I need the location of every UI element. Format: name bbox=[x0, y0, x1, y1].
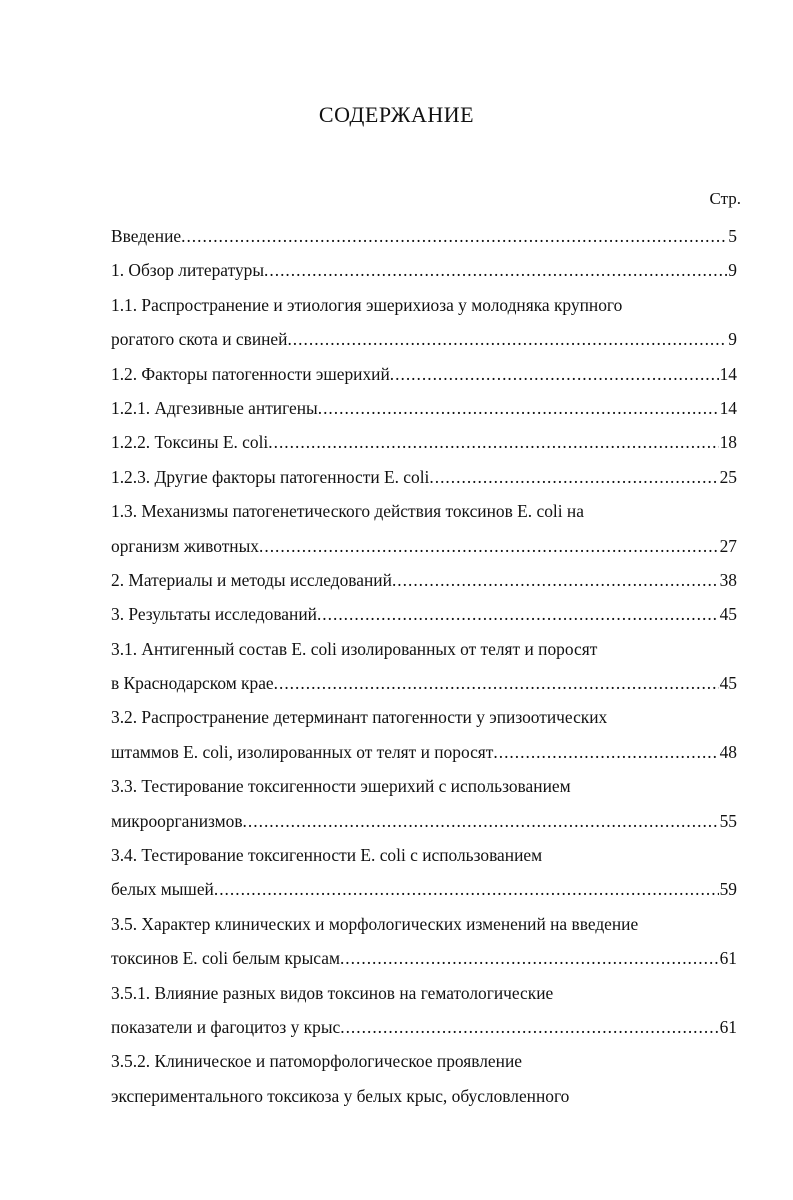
toc-entry bbox=[111, 425, 737, 459]
leader-dots bbox=[340, 1010, 718, 1044]
toc-entry bbox=[111, 804, 737, 838]
leader-dots bbox=[259, 529, 719, 563]
toc-entry-text: рогатого скота и свиней bbox=[111, 329, 288, 350]
leader-dots bbox=[287, 322, 727, 356]
table-of-contents bbox=[111, 219, 737, 1113]
toc-entry-continued: экспериментального токсикоза у белых крыс, обусловленного bbox=[111, 1085, 570, 1106]
toc-entry-page: 14 bbox=[719, 397, 737, 418]
toc-entry bbox=[111, 941, 737, 975]
toc-entry bbox=[111, 563, 737, 597]
toc-entry-text: токсинов E. coli белым крысам bbox=[111, 948, 340, 969]
toc-entry bbox=[111, 460, 737, 494]
page-column-header: Стр. bbox=[709, 189, 741, 208]
toc-entry-continued: 3.4. Тестирование токсигенности E. coli с использованием bbox=[111, 845, 543, 866]
toc-entry-text: 1.2. Факторы патогенности эшерихий bbox=[111, 363, 390, 384]
toc-entry bbox=[111, 1010, 737, 1044]
leader-dots bbox=[243, 804, 719, 838]
toc-entry-text: 2. Материалы и методы исследований bbox=[111, 569, 392, 590]
toc-entry bbox=[111, 253, 737, 287]
toc-entry-text: показатели и фагоцитоз у крыс bbox=[111, 1016, 341, 1037]
leader-dots bbox=[340, 941, 719, 975]
page-title: СОДЕРЖАНИЕ bbox=[318, 102, 475, 127]
toc-entry-page: 14 bbox=[719, 363, 737, 384]
toc-entry-text: 3. Результаты исследований bbox=[111, 604, 317, 625]
toc-entry-page: 38 bbox=[719, 569, 737, 590]
toc-entry-continued: 1.3. Механизмы патогенетического действия токсинов E. coli на bbox=[111, 501, 584, 522]
toc-entry bbox=[111, 322, 737, 356]
leader-dots bbox=[274, 666, 719, 700]
toc-entry-page: 25 bbox=[719, 466, 737, 487]
toc-entry-continued: 3.5. Характер клинических и морфологических изменений на введение bbox=[111, 913, 639, 934]
toc-entry-text: штаммов E. coli, изолированных от телят и поросят bbox=[111, 741, 494, 762]
toc-entry-text: 1.2.2. Токсины E. coli bbox=[111, 432, 269, 453]
toc-entry-text: микроорганизмов bbox=[111, 810, 243, 831]
leader-dots bbox=[181, 219, 727, 253]
toc-entry-page: 45 bbox=[719, 604, 737, 625]
leader-dots bbox=[318, 391, 719, 425]
toc-entry-page: 61 bbox=[719, 948, 737, 969]
toc-entry-page: 27 bbox=[719, 535, 737, 556]
leader-dots bbox=[429, 460, 718, 494]
toc-entry bbox=[111, 357, 737, 391]
leader-dots bbox=[390, 357, 719, 391]
toc-entry bbox=[111, 529, 737, 563]
toc-entry-continued: 3.3. Тестирование токсигенности эшерихий с использованием bbox=[111, 776, 571, 797]
toc-entry bbox=[111, 666, 737, 700]
toc-entry-text: 1.2.1. Адгезивные антигены bbox=[111, 397, 318, 418]
leader-dots bbox=[493, 735, 718, 769]
toc-entry-text: 1. Обзор литературы bbox=[111, 260, 265, 281]
leader-dots bbox=[268, 425, 718, 459]
toc-entry-continued: 3.5.1. Влияние разных видов токсинов на гематологические bbox=[111, 982, 554, 1003]
toc-entry-page: 59 bbox=[719, 879, 737, 900]
toc-entry-continued: 1.1. Распространение и этиология эшерихиоза у молодняка крупного bbox=[111, 294, 623, 315]
toc-entry-page: 9 bbox=[728, 260, 737, 281]
toc-entry bbox=[111, 219, 737, 253]
toc-entry-continued: 3.1. Антигенный состав E. coli изолированных от телят и поросят bbox=[111, 638, 598, 659]
toc-entry-page: 5 bbox=[728, 226, 737, 246]
toc-entry-page: 61 bbox=[719, 1016, 737, 1037]
leader-dots bbox=[264, 253, 727, 287]
toc-entry-continued: 3.5.2. Клиническое и патоморфологическое проявление bbox=[111, 1051, 522, 1072]
toc-entry-page: 55 bbox=[719, 810, 737, 831]
leader-dots bbox=[214, 872, 719, 906]
toc-entry-page: 18 bbox=[719, 432, 737, 453]
toc-entry bbox=[111, 597, 737, 631]
toc-entry-text: 1.2.3. Другие факторы патогенности E. coli bbox=[111, 466, 430, 487]
toc-entry-page: 48 bbox=[719, 741, 737, 762]
toc-entry-text: организм животных bbox=[111, 535, 259, 556]
leader-dots bbox=[317, 597, 719, 631]
toc-entry-text: в Краснодарском крае bbox=[111, 673, 274, 694]
toc-entry-text: белых мышей bbox=[111, 879, 214, 900]
toc-entry bbox=[111, 735, 737, 769]
toc-entry-text: Введение bbox=[111, 226, 182, 246]
toc-entry-continued: 3.2. Распространение детерминант патогенности у эпизоотических bbox=[111, 707, 608, 728]
toc-entry-page: 45 bbox=[719, 673, 737, 694]
toc-entry-page: 9 bbox=[728, 329, 737, 350]
toc-entry bbox=[111, 391, 737, 425]
leader-dots bbox=[392, 563, 719, 597]
toc-entry bbox=[111, 872, 737, 906]
